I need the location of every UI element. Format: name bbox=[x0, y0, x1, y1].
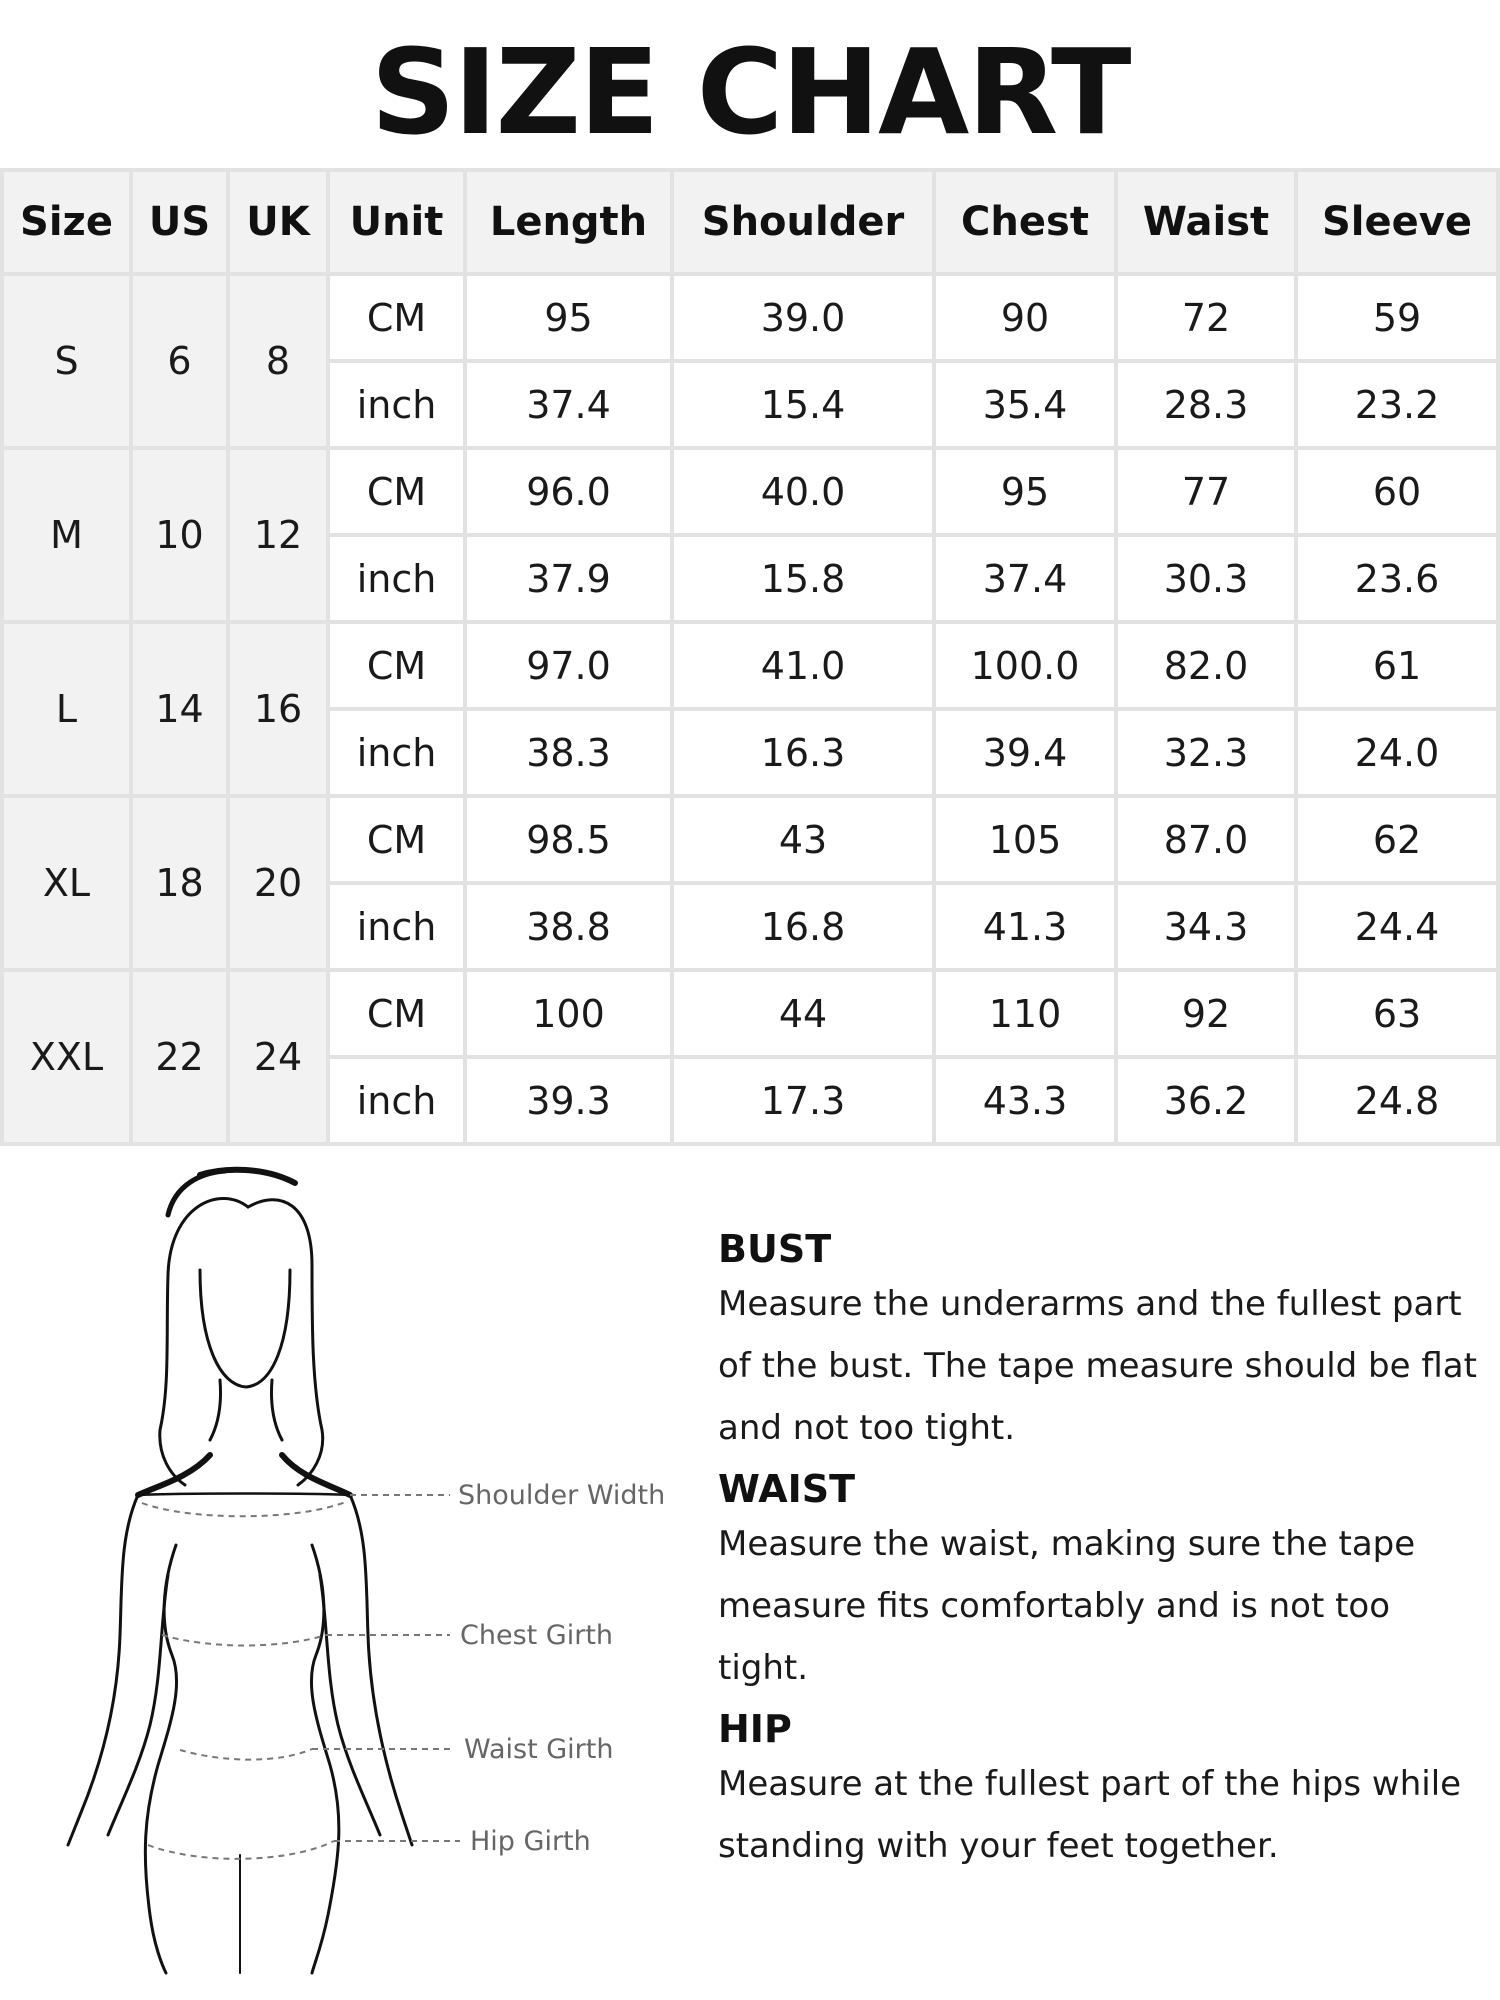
chest-cell: 95 bbox=[936, 450, 1118, 537]
uk-cell: 16 bbox=[230, 624, 330, 798]
header-uk: UK bbox=[230, 168, 330, 276]
header-unit: Unit bbox=[330, 168, 467, 276]
size-cell: XL bbox=[0, 798, 133, 972]
length-cell: 96.0 bbox=[467, 450, 674, 537]
shoulder-cell: 39.0 bbox=[674, 276, 936, 363]
waist-cell: 82.0 bbox=[1118, 624, 1298, 711]
shoulder-cell: 41.0 bbox=[674, 624, 936, 711]
shoulder-cell: 15.8 bbox=[674, 537, 936, 624]
bust-heading: BUST bbox=[718, 1227, 832, 1271]
waist-heading: WAIST bbox=[718, 1467, 856, 1511]
unit-cell: CM bbox=[330, 450, 467, 537]
unit-cell: CM bbox=[330, 972, 467, 1059]
sleeve-cell: 24.4 bbox=[1298, 885, 1500, 972]
chest-cell: 41.3 bbox=[936, 885, 1118, 972]
length-cell: 38.8 bbox=[467, 885, 674, 972]
chest-cell: 105 bbox=[936, 798, 1118, 885]
waist-cell: 72 bbox=[1118, 276, 1298, 363]
size-cell: L bbox=[0, 624, 133, 798]
unit-cell: inch bbox=[330, 711, 467, 798]
header-shoulder: Shoulder bbox=[674, 168, 936, 276]
waist-cell: 32.3 bbox=[1118, 711, 1298, 798]
table-row bbox=[0, 450, 1500, 537]
chest-cell: 39.4 bbox=[936, 711, 1118, 798]
header-waist: Waist bbox=[1118, 168, 1298, 276]
table-row bbox=[0, 624, 1500, 711]
size-cell: S bbox=[0, 276, 133, 450]
waist-cell: 77 bbox=[1118, 450, 1298, 537]
sleeve-cell: 23.2 bbox=[1298, 363, 1500, 450]
length-cell: 37.9 bbox=[467, 537, 674, 624]
sleeve-cell: 23.6 bbox=[1298, 537, 1500, 624]
sleeve-cell: 59 bbox=[1298, 276, 1500, 363]
length-cell: 100 bbox=[467, 972, 674, 1059]
waist-cell: 92 bbox=[1118, 972, 1298, 1059]
unit-cell: CM bbox=[330, 624, 467, 711]
unit-cell: CM bbox=[330, 798, 467, 885]
sleeve-cell: 60 bbox=[1298, 450, 1500, 537]
size-cell: XXL bbox=[0, 972, 133, 1146]
size-table bbox=[0, 168, 1500, 1146]
length-cell: 95 bbox=[467, 276, 674, 363]
table-row bbox=[0, 276, 1500, 363]
shoulder-cell: 17.3 bbox=[674, 1059, 936, 1146]
us-cell: 10 bbox=[133, 450, 230, 624]
shoulder-cell: 44 bbox=[674, 972, 936, 1059]
body-silhouette bbox=[68, 1170, 412, 1973]
header-length: Length bbox=[467, 168, 674, 276]
chest-cell: 100.0 bbox=[936, 624, 1118, 711]
unit-cell: inch bbox=[330, 537, 467, 624]
unit-cell: inch bbox=[330, 885, 467, 972]
sleeve-cell: 24.0 bbox=[1298, 711, 1500, 798]
table-row bbox=[0, 798, 1500, 885]
us-cell: 18 bbox=[133, 798, 230, 972]
sleeve-cell: 63 bbox=[1298, 972, 1500, 1059]
waist-cell: 87.0 bbox=[1118, 798, 1298, 885]
measurement-instructions bbox=[718, 1225, 1478, 1883]
waist-text: Measure the waist, making sure the tape measure fits comfortably and is not too tight. bbox=[718, 1524, 1416, 1688]
chest-cell: 35.4 bbox=[936, 363, 1118, 450]
length-cell: 98.5 bbox=[467, 798, 674, 885]
hip-text: Measure at the fullest part of the hips while standing with your feet together. bbox=[718, 1764, 1462, 1866]
header-size: Size bbox=[0, 168, 133, 276]
bust-text: Measure the underarms and the fullest part of the bust. The tape measure should be flat and not too tight. bbox=[718, 1284, 1477, 1448]
length-cell: 97.0 bbox=[467, 624, 674, 711]
hip-heading: HIP bbox=[718, 1707, 792, 1751]
waist-cell: 34.3 bbox=[1118, 885, 1298, 972]
table-row bbox=[0, 972, 1500, 1059]
shoulder-cell: 40.0 bbox=[674, 450, 936, 537]
length-cell: 39.3 bbox=[467, 1059, 674, 1146]
us-cell: 14 bbox=[133, 624, 230, 798]
sleeve-cell: 24.8 bbox=[1298, 1059, 1500, 1146]
us-cell: 6 bbox=[133, 276, 230, 450]
uk-cell: 12 bbox=[230, 450, 330, 624]
uk-cell: 20 bbox=[230, 798, 330, 972]
page-title: SIZE CHART bbox=[370, 23, 1130, 161]
header-chest: Chest bbox=[936, 168, 1118, 276]
size-cell: M bbox=[0, 450, 133, 624]
unit-cell: inch bbox=[330, 363, 467, 450]
uk-cell: 8 bbox=[230, 276, 330, 450]
waist-girth-label: Waist Girth bbox=[464, 1734, 614, 1765]
waist-cell: 30.3 bbox=[1118, 537, 1298, 624]
waist-cell: 28.3 bbox=[1118, 363, 1298, 450]
unit-cell: inch bbox=[330, 1059, 467, 1146]
waist-cell: 36.2 bbox=[1118, 1059, 1298, 1146]
shoulder-cell: 16.3 bbox=[674, 711, 936, 798]
length-cell: 37.4 bbox=[467, 363, 674, 450]
hip-girth-label: Hip Girth bbox=[470, 1826, 591, 1857]
uk-cell: 24 bbox=[230, 972, 330, 1146]
body-measurement-figure bbox=[50, 1155, 690, 1975]
header-us: US bbox=[133, 168, 230, 276]
shoulder-cell: 15.4 bbox=[674, 363, 936, 450]
length-cell: 38.3 bbox=[467, 711, 674, 798]
us-cell: 22 bbox=[133, 972, 230, 1146]
sleeve-cell: 62 bbox=[1298, 798, 1500, 885]
measure-lines bbox=[142, 1495, 460, 1859]
chest-cell: 110 bbox=[936, 972, 1118, 1059]
shoulder-width-label: Shoulder Width bbox=[458, 1480, 666, 1511]
shoulder-cell: 16.8 bbox=[674, 885, 936, 972]
shoulder-cell: 43 bbox=[674, 798, 936, 885]
chest-girth-label: Chest Girth bbox=[460, 1620, 614, 1651]
unit-cell: CM bbox=[330, 276, 467, 363]
table-header-row bbox=[0, 168, 1500, 276]
chest-cell: 37.4 bbox=[936, 537, 1118, 624]
chest-cell: 90 bbox=[936, 276, 1118, 363]
header-sleeve: Sleeve bbox=[1298, 168, 1500, 276]
chest-cell: 43.3 bbox=[936, 1059, 1118, 1146]
sleeve-cell: 61 bbox=[1298, 624, 1500, 711]
